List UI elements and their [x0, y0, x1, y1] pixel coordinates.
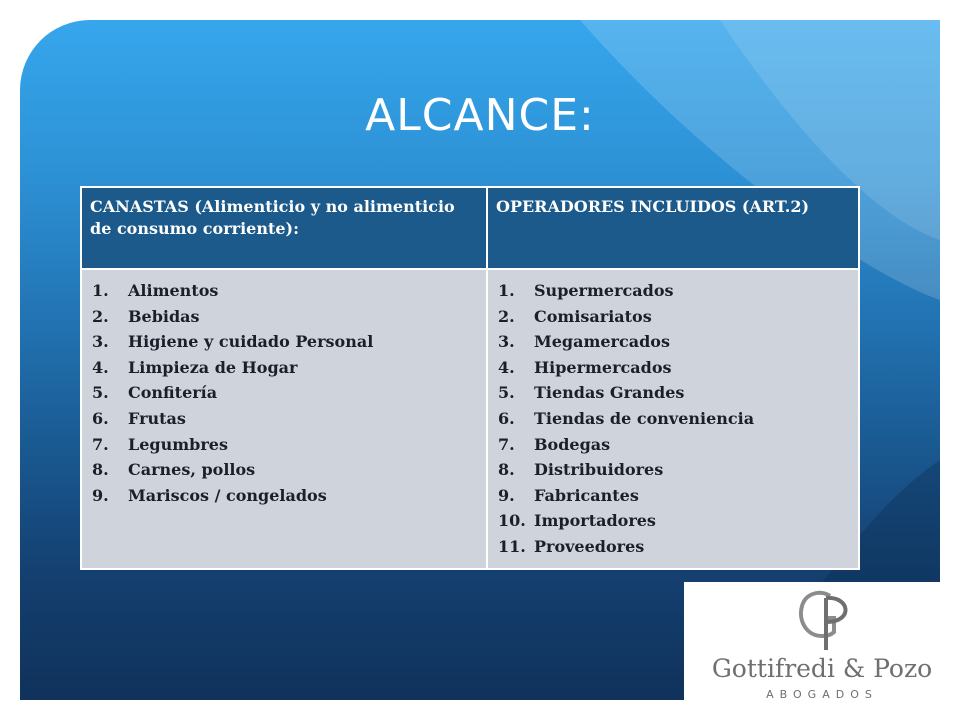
- list-item-text: Megamercados: [534, 332, 670, 352]
- list-item-number: 2.: [498, 306, 515, 326]
- list-item-text: Hipermercados: [534, 357, 672, 377]
- list-item-text: Confitería: [128, 383, 218, 403]
- table-body-row: [81, 269, 859, 569]
- list-item-text: Tiendas de conveniencia: [534, 408, 755, 428]
- list-item: [496, 483, 850, 509]
- logo-name: Gottifredi & Pozo: [711, 654, 933, 683]
- list-item-number: 6.: [92, 408, 109, 428]
- table-header-row: [81, 187, 859, 269]
- list-item: [496, 406, 850, 432]
- list-item: [90, 432, 478, 458]
- list-item-text: Supermercados: [534, 281, 674, 300]
- list-item-number: 3.: [498, 332, 515, 352]
- list-item-number: 6.: [498, 408, 515, 428]
- list-item-number: 5.: [92, 383, 109, 403]
- list-item: [496, 432, 850, 458]
- list-item: [496, 278, 850, 304]
- canastas-cell: [81, 269, 487, 569]
- list-item: [90, 380, 478, 406]
- list-item-text: Importadores: [534, 511, 656, 531]
- header-canastas: CANASTAS (Alimenticio y no alimenticio de consumo corriente):: [81, 187, 487, 269]
- list-item-text: Higiene y cuidado Personal: [128, 332, 374, 352]
- list-item-number: 2.: [92, 306, 109, 326]
- list-item: [90, 457, 478, 483]
- list-item-text: Bebidas: [128, 306, 200, 326]
- list-item-number: 5.: [498, 383, 515, 403]
- list-item-number: 3.: [92, 332, 109, 352]
- list-item-number: 9.: [498, 485, 515, 505]
- list-item-text: Fabricantes: [534, 485, 639, 505]
- list-item: [90, 304, 478, 330]
- list-item-text: Carnes, pollos: [128, 460, 256, 480]
- list-item-number: 7.: [498, 434, 515, 454]
- operadores-cell: [487, 269, 859, 569]
- list-item-text: Limpieza de Hogar: [128, 357, 298, 377]
- list-item-text: Mariscos / congelados: [128, 485, 327, 505]
- list-item: [90, 355, 478, 381]
- list-item: [90, 278, 478, 304]
- list-item-text: Proveedores: [534, 536, 645, 556]
- company-logo: [684, 582, 960, 720]
- list-item-number: 7.: [92, 434, 109, 454]
- list-item: [496, 380, 850, 406]
- list-item-number: 1.: [498, 281, 515, 300]
- list-item-text: Frutas: [128, 408, 186, 428]
- list-item-text: Comisariatos: [534, 306, 652, 326]
- scope-table: [80, 186, 860, 570]
- list-item-text: Bodegas: [534, 434, 611, 454]
- list-item: [496, 508, 850, 534]
- gp-monogram-icon: [796, 588, 856, 650]
- list-item: [90, 329, 478, 355]
- list-item-number: 8.: [498, 460, 515, 480]
- list-item-number: 9.: [92, 485, 109, 505]
- list-item-number: 10.: [498, 511, 526, 531]
- logo-subtitle: ABOGADOS: [766, 688, 878, 701]
- list-item: [496, 329, 850, 355]
- list-item-text: Distribuidores: [534, 460, 664, 480]
- list-item: [496, 304, 850, 330]
- list-item-number: 8.: [92, 460, 109, 480]
- list-item-text: Legumbres: [128, 434, 228, 454]
- slide-title: ALCANCE:: [365, 90, 595, 141]
- canastas-list: [90, 278, 478, 508]
- list-item-number: 4.: [498, 357, 515, 377]
- header-operadores: OPERADORES INCLUIDOS (ART.2): [487, 187, 859, 269]
- list-item-number: 4.: [92, 357, 109, 377]
- list-item-number: 1.: [92, 281, 109, 300]
- list-item: [496, 457, 850, 483]
- list-item: [90, 406, 478, 432]
- list-item: [496, 534, 850, 560]
- list-item: [90, 483, 478, 509]
- list-item-number: 11.: [498, 536, 526, 556]
- list-item-text: Alimentos: [128, 281, 219, 300]
- list-item-text: Tiendas Grandes: [534, 383, 685, 403]
- list-item: [496, 355, 850, 381]
- operadores-list: [496, 278, 850, 560]
